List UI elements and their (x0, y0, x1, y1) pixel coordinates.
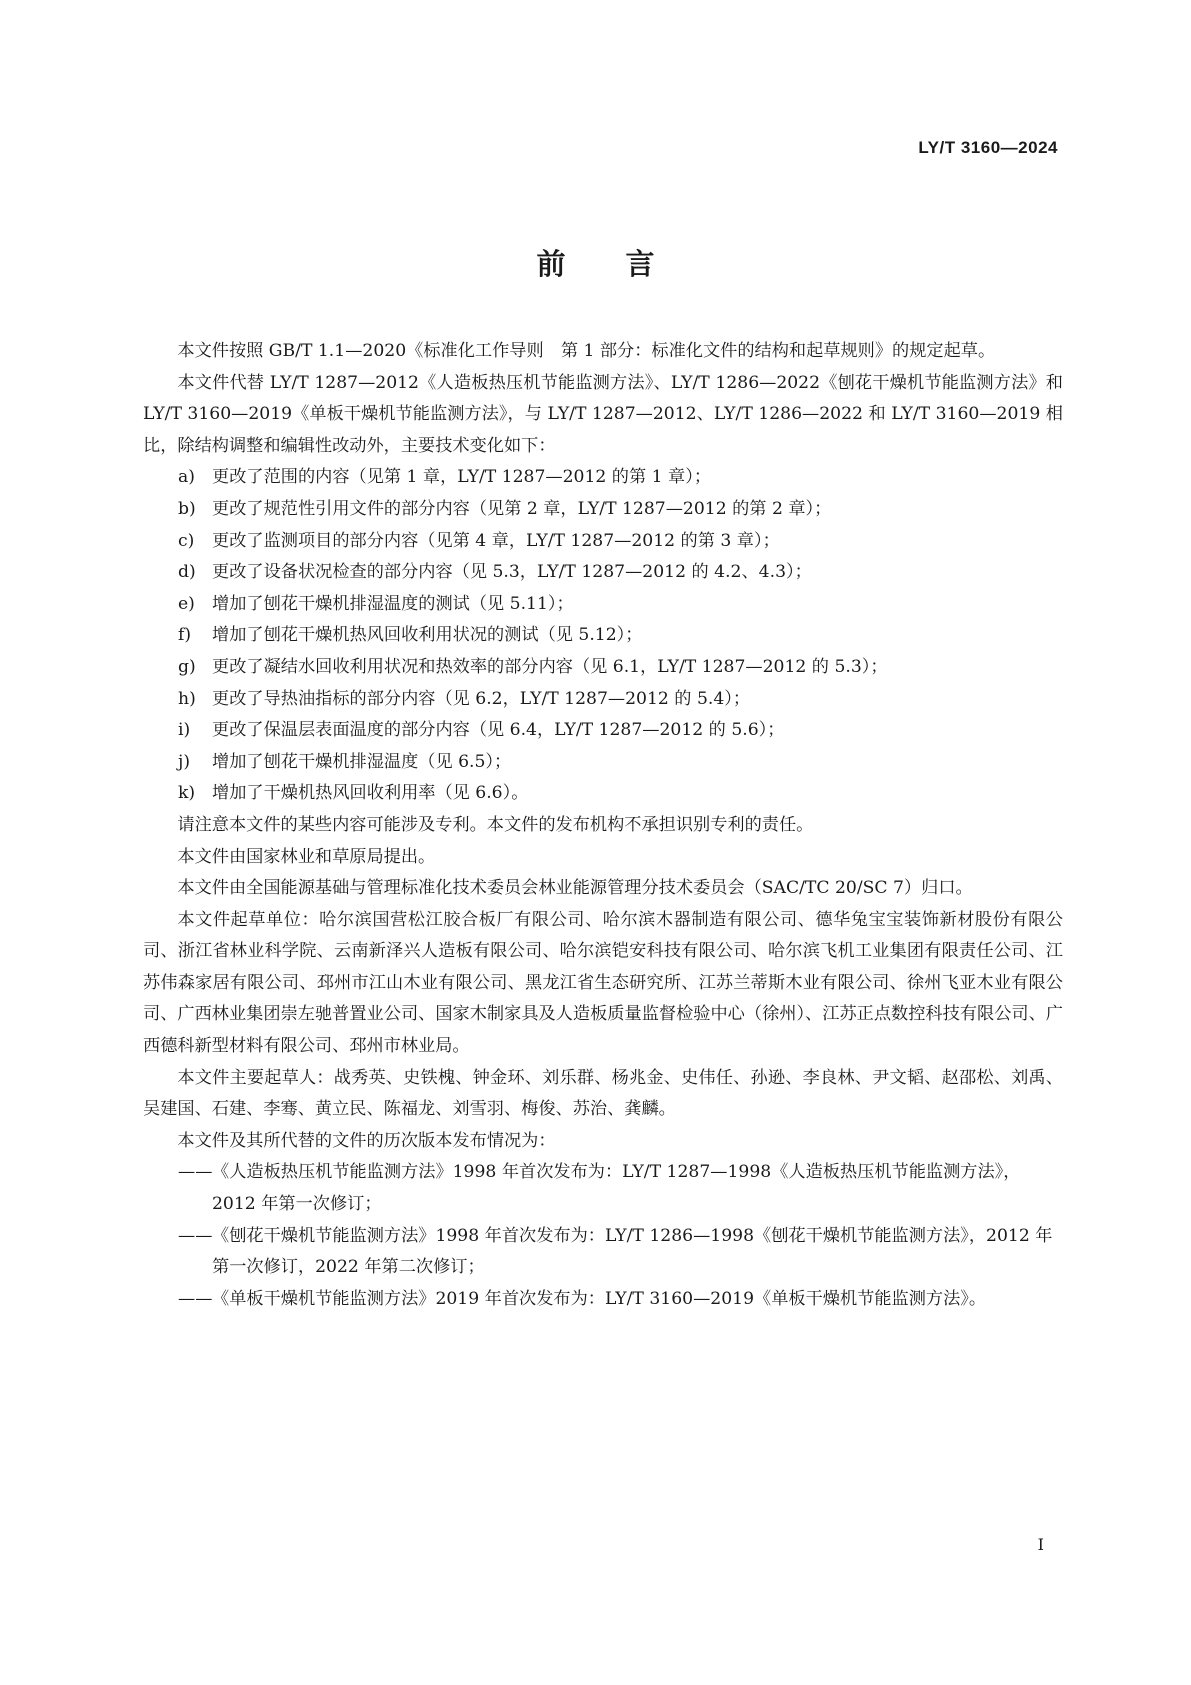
list-marker: j) (178, 751, 191, 772)
list-item-text: 增加了干燥机热风回收利用率（见 6.6）。 (212, 783, 529, 804)
paragraph-drafting-rules: 本文件按照 GB/T 1.1—2020《标准化工作导则 第 1 部分：标准化文件的结构和起草规则》的规定起草。 (177, 341, 996, 361)
paragraph-drafters: 本文件主要起草人：战秀英、史铁槐、钟金环、刘乐群、杨兆金、史伟任、孙逊、李良林、尹文韬、赵邵松、刘禹、吴建国、石建、李骞、黄立民、陈福龙、刘雪羽、梅俊、苏治、龚麟。 (143, 1067, 1063, 1120)
history-item-text: 《人造板热压机节能监测方法》1998 年首次发布为：LY/T 1287—1998《人造板热压机节能监测方法》，2012 年第一次修订； (212, 1162, 1021, 1215)
list-item (143, 715, 1063, 747)
document-body (143, 336, 1063, 1315)
list-item (143, 557, 1063, 589)
list-item-text: 更改了设备状况检查的部分内容（见 5.3，LY/T 1287—2012 的 4.2、4.3）； (212, 562, 812, 583)
list-marker: k) (178, 783, 196, 804)
paragraph-proposed-by: 本文件由国家林业和草原局提出。 (177, 846, 436, 867)
list-item-text: 更改了规范性引用文件的部分内容（见第 2 章，LY/T 1287—2012 的第 2 章）； (212, 498, 832, 519)
list-item-text: 增加了刨花干燥机热风回收利用状况的测试（见 5.12）； (212, 625, 643, 646)
list-item (143, 462, 1063, 494)
list-item-text: 增加了刨花干燥机排湿温度（见 6.5）； (212, 751, 512, 772)
list-marker: g) (178, 656, 196, 677)
history-item-text: 《刨花干燥机节能监测方法》1998 年首次发布为：LY/T 1286—1998《刨花干燥机节能监测方法》，2012 年第一次修订，2022 年第二次修订； (212, 1225, 1053, 1278)
paragraph-history-intro: 本文件及其所代替的文件的历次版本发布情况为： (177, 1130, 556, 1151)
list-item (143, 494, 1063, 526)
list-marker: c) (178, 530, 195, 551)
paragraph-technical-committee: 本文件由全国能源基础与管理标准化技术委员会林业能源管理分技术委员会（SAC/TC 20/SC 7）归口。 (177, 878, 973, 899)
page-title: 前言 (536, 247, 715, 281)
history-item (143, 1221, 1063, 1284)
list-marker: i) (178, 720, 191, 741)
dash-marker: —— (178, 1162, 213, 1183)
list-marker: b) (178, 498, 196, 519)
page-number: I (1037, 1535, 1044, 1554)
list-item-text: 增加了刨花干燥机排湿温度的测试（见 5.11）； (212, 593, 574, 614)
list-item-text: 更改了监测项目的部分内容（见第 4 章，LY/T 1287—2012 的第 3 章）； (212, 530, 780, 551)
list-marker: d) (178, 562, 196, 583)
list-marker: h) (178, 688, 196, 709)
list-item-text: 更改了范围的内容（见第 1 章，LY/T 1287—2012 的第 1 章）； (212, 467, 712, 488)
history-item-text: 《单板干燥机节能监测方法》2019 年首次发布为：LY/T 3160—2019《单板干燥机节能监测方法》。 (212, 1288, 987, 1309)
paragraph-drafting-units: 本文件起草单位：哈尔滨国营松江胶合板厂有限公司、哈尔滨木器制造有限公司、德华兔宝宝装饰新材股份有限公司、浙江省林业科学院、云南新泽兴人造板有限公司、哈尔滨铠安科技有限公司、哈尔滨飞机工业集团有限责任公司、江苏伟森家居有限公司、邳州市江山木业有限公司、黑龙江省生态研究所、江苏兰蒂斯木业有限公司、徐州飞亚木业有限公司、广西林业集团崇左驰普置业公司、国家木制家具及人造板质量监督检验中心（徐州）、江苏正点数控科技有限公司、广西德科新型材料有限公司、邳州市林业局。 (143, 909, 1063, 1057)
list-item (143, 589, 1063, 621)
list-item (143, 778, 1063, 810)
list-item (143, 684, 1063, 716)
dash-marker: —— (178, 1225, 213, 1246)
paragraph-replaces: 本文件代替 LY/T 1287—2012《人造板热压机节能监测方法》、LY/T 1286—2022《刨花干燥机节能监测方法》和 LY/T 3160—2019《单板干燥机节能监测方法》，与 LY/T 1287—2012、LY/T 1286—2022 和 LY/T 3160—2019 相比，除结构调整和编辑性改动外，主要技术变化如下： (143, 372, 1063, 456)
history-item (143, 1157, 1063, 1220)
paragraph-patent-notice: 请注意本文件的某些内容可能涉及专利。本文件的发布机构不承担识别专利的责任。 (177, 814, 814, 835)
list-item (143, 747, 1063, 779)
standard-code: LY/T 3160—2024 (918, 138, 1058, 157)
list-item-text: 更改了导热油指标的部分内容（见 6.2，LY/T 1287—2012 的 5.4）； (212, 688, 751, 709)
dash-marker: —— (178, 1288, 213, 1309)
list-marker: e) (178, 593, 195, 614)
list-item (143, 526, 1063, 558)
list-item (143, 620, 1063, 652)
history-item (143, 1284, 1063, 1316)
list-item (143, 652, 1063, 684)
list-item-text: 更改了保温层表面温度的部分内容（见 6.4，LY/T 1287—2012 的 5.6）； (212, 720, 785, 741)
list-item-text: 更改了凝结水回收利用状况和热效率的部分内容（见 6.1，LY/T 1287—2012 的 5.3）； (212, 656, 888, 677)
list-marker: a) (178, 467, 195, 488)
list-marker: f) (178, 625, 192, 646)
